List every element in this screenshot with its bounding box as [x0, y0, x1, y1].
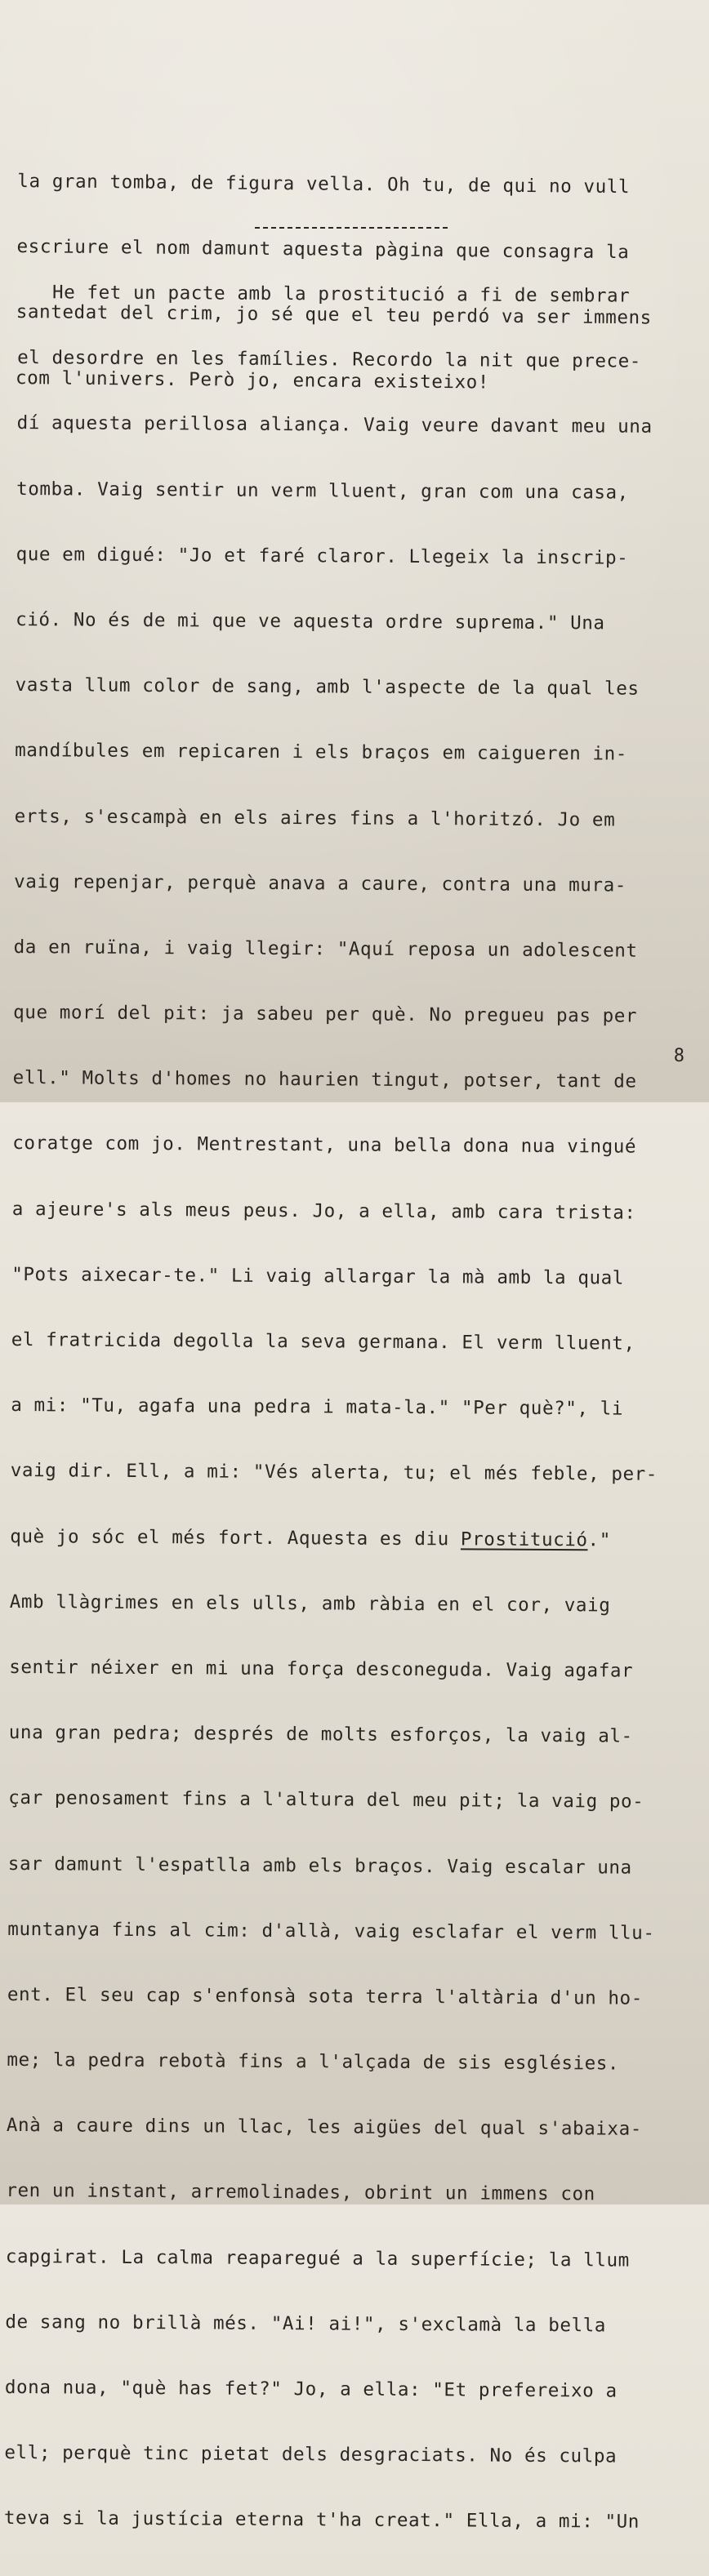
text-line: muntanya fins al cim: d'allà, vaig esclafar el verm llu-	[7, 1918, 655, 1944]
text-line: escriure el nom damunt aquesta pàgina que consagra la	[16, 236, 630, 264]
text-line: el desordre en les famílies. Recordo la nit que prece-	[17, 347, 642, 372]
text-line: Amb llàgrimes en els ulls, amb ràbia en el cor, vaig	[9, 1591, 611, 1617]
text-line: santedat del crim, jo sé que el teu perdó va ser immens	[16, 301, 652, 329]
text-line: mandíbules em repicaren i els braços em caigueren in-	[15, 740, 627, 765]
body-paragraph	[4, 238, 680, 2576]
text-line: Anà a caure dins un llac, les aigües del qual s'abaixa-	[6, 2115, 642, 2140]
text-line: "Pots aixecar-te." Li vaig allargar la mà amb la qual	[11, 1263, 625, 1289]
closing-quote: ."	[587, 1528, 611, 1551]
text-line: a mi: "Tu, agafa una pedra i mata-la." "Per què?", li	[11, 1395, 624, 1420]
text-line: vaig repenjar, perquè anava a caure, contra una mura-	[14, 870, 627, 896]
text-line: que em digué: "Jo et faré claror. Llegeix la inscrip-	[16, 543, 629, 569]
text-line-with-underline	[10, 1525, 671, 1552]
text-line: ent. El seu cap s'enfonsà sota terra l'altària d'un ho-	[7, 1983, 643, 2009]
text-line: çar penosament fins a l'altura del meu pit; la vaig po-	[8, 1787, 644, 1813]
text-line: el fratricida degolla la seva germana. El verm lluent,	[11, 1328, 635, 1355]
line-text: què jo sóc el més fort. Aquesta es diu	[10, 1525, 462, 1550]
text-line: ell; perquè tinc pietat dels desgraciats. No és culpa	[4, 2442, 618, 2467]
text-line: ell." Molts d'homes no haurien tingut, potser, tant de	[12, 1067, 637, 1092]
text-line: dona nua, "què has fet?" Jo, a ella: "Et prefereixo a	[4, 2376, 618, 2402]
text-line: coratge com jo. Mentrestant, una bella dona nua vingué	[12, 1132, 637, 1159]
text-line: com l'univers. Però jo, encara existeixo!	[15, 367, 490, 394]
section-separator	[255, 227, 448, 229]
page-number: 8	[673, 1046, 684, 1066]
text-line: ren un instant, arremolinades, obrint un immens con	[6, 2180, 595, 2205]
text-line: vasta llum color de sang, amb l'aspecte de la qual les	[15, 674, 640, 700]
underlined-word: Prostitució	[460, 1528, 588, 1550]
text-line: capgirat. La calma reaparegué a la superfície; la llum	[5, 2245, 630, 2271]
text-line: ció. No és de mi que ve aquesta ordre suprema." Una	[16, 608, 605, 634]
text-line: He fet un pacte amb la prostitució a fi de sembrar	[17, 281, 631, 307]
text-line: que morí del pit: ja sabeu per què. No pregueu pas per	[13, 1002, 638, 1027]
text-line: sar damunt l'espatlla amb els braços. Vaig escalar una	[7, 1853, 632, 1879]
text-line: me; la pedra rebotà fins a l'alçada de sis esglésies.	[7, 2049, 620, 2075]
text-line: de sang no brillà més. "Ai! ai!", s'exclamà la bella	[5, 2311, 607, 2337]
text-line: la gran tomba, de figura vella. Oh tu, de qui no vull	[17, 170, 631, 198]
text-line: una gran pedra; després de molts esforços, la vaig al-	[8, 1722, 633, 1747]
text-line: da en ruïna, i vaig llegir: "Aquí reposa un adolescent	[13, 936, 638, 962]
text-line: sentir néixer en mi una força desconeguda. Vaig agafar	[9, 1656, 634, 1682]
text-line: dí aquesta perillosa aliança. Vaig veure davant meu una	[16, 412, 653, 438]
text-line: teva si la justícia eterna t'ha creat." Ella, a mi: "Un	[3, 2507, 640, 2534]
text-line: tomba. Vaig sentir un verm lluent, gran com una casa,	[16, 478, 629, 504]
text-line: vaig dir. Ell, a mi: "Vés alerta, tu; el més feble, per-	[10, 1460, 658, 1486]
text-line: erts, s'escampà en els aires fins a l'horitzó. Jo em	[14, 805, 616, 830]
text-line: a ajeure's als meus peus. Jo, a ella, amb cara trista:	[11, 1198, 636, 1224]
